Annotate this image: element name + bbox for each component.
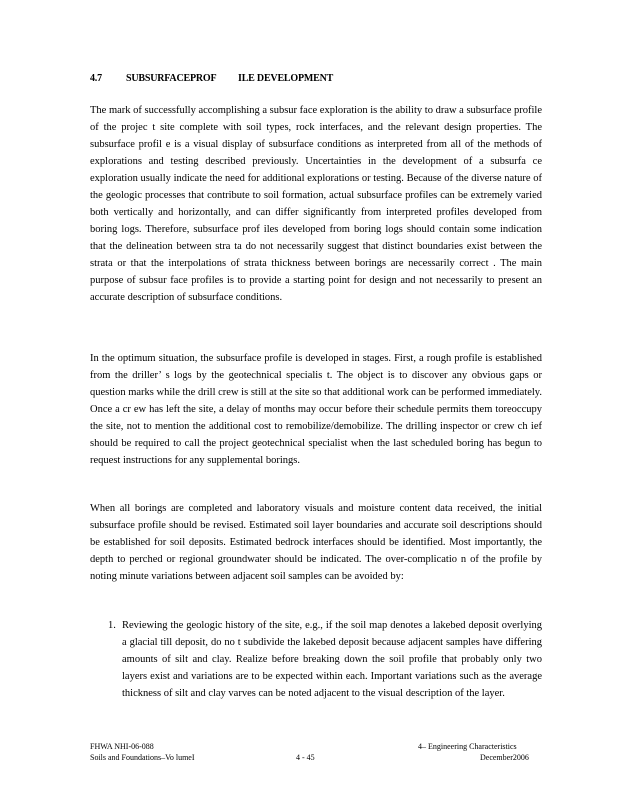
paragraph-1: The mark of successfully accomplishing a subsur face exploration is the ability to draw a subsurface profile of the projec t site complete with soil types, rock interfaces, and the relevant design properties. The subsurface profil e is a visual display of subsurface conditions as interpreted from all of the methods of explorations and testing described previously. Uncertainties in the development of a subsurfa ce exploration usually indicate the need for additional explorations or testing. Because of the diverse nature of the geologic processes that contribute to soil formation, actual subsurface profiles can be extremely varied both vertically and horizontally, and can differ significantly from interpreted profiles developed from boring logs. Therefore, subsurface prof iles developed from boring logs should contain some indication that the delineation between stra ta do not necessarily suggest that distinct boundaries exist between the strata or that the interpolations of strata thickness between borings are necessarily correct . The main purpose of subsur face profiles is to provide a starting point for design and not necessarily to present an accurate description of subsurface conditions.: [90, 105, 542, 303]
footer-date: December2006: [480, 753, 529, 762]
numbered-list: [108, 617, 542, 702]
section-number: 4.7: [90, 73, 102, 84]
footer-publication-id: FHWA NHI-06-088: [90, 742, 154, 751]
footer-chapter: 4– Engineering Characteristics: [418, 742, 517, 751]
footer-page-number: 4 - 45: [296, 753, 315, 762]
list-item-marker: 1.: [108, 620, 116, 631]
footer-volume: Soils and Foundations–Vo lumeI: [90, 753, 195, 762]
section-title-part1: SUBSURFACEPROF: [126, 73, 217, 84]
section-title-part2: ILE DEVELOPMENT: [238, 73, 334, 84]
paragraph-3: When all borings are completed and laboratory visuals and moisture content data received, the initial subsurface profile should be revised. Estimated soil layer boundaries and accurate soil descriptions should be established for soil deposits. Estimated bedrock interfaces should be identified. Most importantly, the depth to perched or regional groundwater should be indicated. The over-complicatio n of the profile by noting minute variations between adjacent soil samples can be avoided by:: [90, 503, 542, 582]
section-heading: [90, 73, 333, 84]
list-item-text: Reviewing the geologic history of the site, e.g., if the soil map denotes a lakebed deposit overlying a glacial till deposit, do no t subdivide the lakebed deposit because adjacent samples have differing amounts of silt and clay. Realize before breaking down the soil profile that probably only two layers exist and variations are to be expected within each. Important variations such as the average thickness of silt and clay varves can be noted adjacent to the visual description of the layer.: [122, 620, 542, 699]
paragraph-2: In the optimum situation, the subsurface profile is developed in stages. First, a rough profile is established from the driller’ s logs by the geotechnical specialis t. The object is to discover any obvious gaps or question marks while the drill crew is still at the site so that additional work can be performed immediately. Once a cr ew has left the site, a delay of months may occur before their schedule permits them toreoccupy the site, not to mention the additional cost to remobilize/demobilize. The drilling inspector or crew ch ief should be required to call the project geotechnical specialist when the last scheduled boring has begun to request instructions for any supplemental borings.: [90, 353, 542, 466]
list-item: [108, 617, 542, 702]
